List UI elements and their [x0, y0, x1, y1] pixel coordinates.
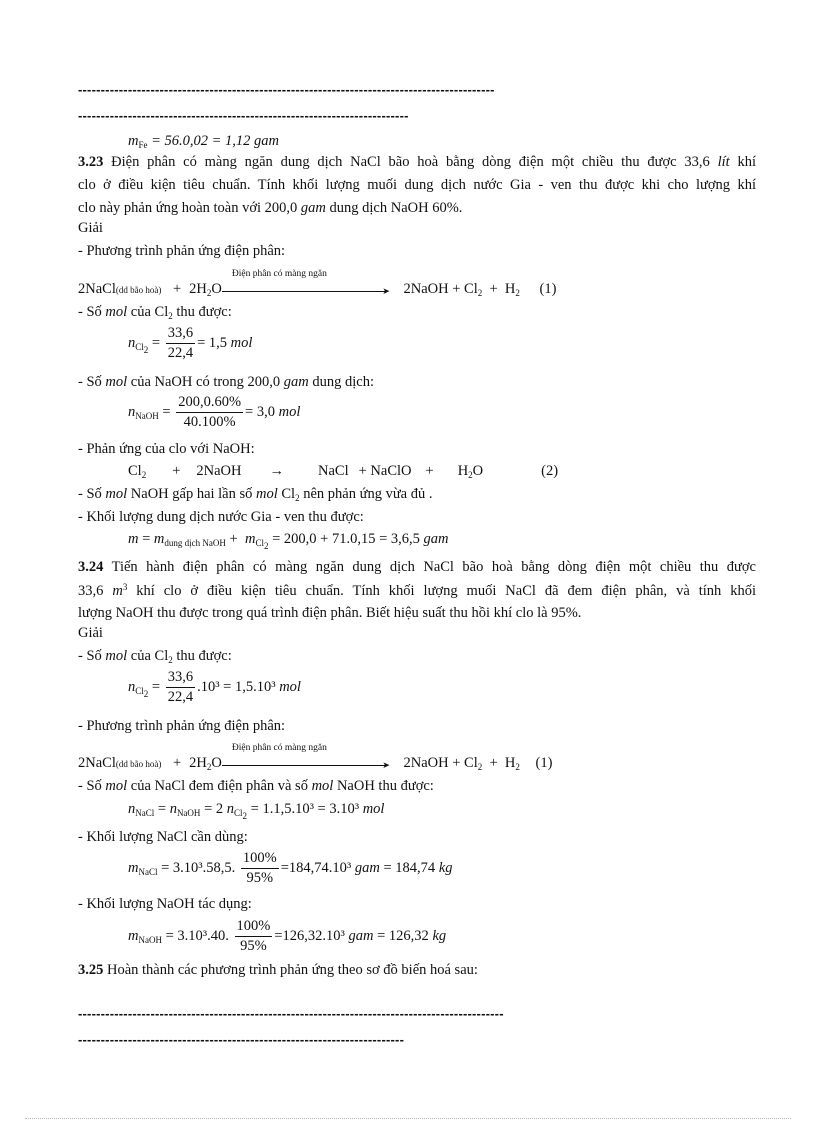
problem-3-23-line3: clo này phản ứng hoàn toàn với 200,0 gam dung dịch NaOH 60%.: [78, 200, 463, 216]
mass-equation: $m = m_{dung dịch NaOH} + m_{Cl_2} = 200,0 + 71.0,15 = 3,6,5$ gam: [128, 531, 449, 551]
step-text: - Phương trình phản ứng điện phân:: [78, 243, 286, 259]
reaction-arrow: Điện phân có màng ngăn ➤: [222, 283, 390, 297]
problem-3-25: 3.25 Hoàn thành các phương trình phản ứng theo sơ đồ biến hoá sau:: [78, 962, 478, 978]
separator-line: ------------------------------------------------------------------------: [78, 1032, 405, 1047]
n-naoh-equation: $n_{NaOH}$ = $\frac{200,0.60\%}{40.100\%}$ = 3,0 mol: [128, 394, 301, 430]
mfe-equation: $m_{Fe} = 56.0,02 = 1,12$ gam: [128, 133, 280, 150]
step-text: - Khối lượng dung dịch nước Gia - ven thu được:: [78, 509, 364, 525]
step-text: - Số mol của $Cl_2$ thu được:: [78, 304, 232, 321]
step-text: - Phương trình phản ứng điện phân:: [78, 718, 286, 734]
problem-3-23-line2: clo ở điều kiện tiêu chuẩn. Tính khối lượng muối dung dịch nước Gia - ven thu được khi cho lượng khí: [78, 177, 756, 193]
solution-heading: Giải: [78, 625, 103, 641]
separator-line: -------------------------------------------------------------------------: [78, 108, 409, 123]
n-nacl-equation: $n_{NaCl} = n_{NaOH} = 2$ $n_{Cl_2} = 1.1,5.10^3 = 3.10^3$ mol: [128, 801, 385, 821]
solution-heading: Giải: [78, 220, 103, 236]
problem-3-24-line1: 3.24 Tiến hành điện phân có màng ngăn dung dịch NaCl bão hoà bằng dòng điện một chiều thu được: [78, 559, 756, 575]
n-cl2-equation: $n_{Cl_2}$ = $\frac{33,6}{22,4}$ = 1,5 mol: [128, 325, 253, 361]
step-text: - Khối lượng NaCl cần dùng:: [78, 829, 248, 845]
step-text: - Số mol của $Cl_2$ thu được:: [78, 648, 232, 665]
electrolysis-equation: 2NaCl(dd bão hoà) + $2H_2O$ Điện phân có màng ngăn ➤ 2NaOH + $Cl_2 + H_2$ (1): [78, 268, 557, 298]
electrolysis-equation: 2NaCl(dd bão hoà) + $2H_2O$ Điện phân có màng ngăn ➤ 2NaOH + $Cl_2 + H_2$ (1): [78, 742, 553, 772]
step-text: - Số mol NaOH gấp hai lần số mol $Cl_2$ nên phản ứng vừa đủ .: [78, 486, 433, 503]
step-text: - Phản ứng của clo với NaOH:: [78, 441, 255, 457]
reaction-arrow: Điện phân có màng ngăn ➤: [222, 757, 390, 771]
separator-line: ----------------------------------------------------------------------------------------------: [78, 1006, 504, 1021]
problem-3-24-line3: lượng NaOH thu được trong quá trình điện phân. Biết hiệu suất thu hồi khí clo là 95%.: [78, 605, 582, 621]
mass-nacl-equation: $m_{NaCl} = 3.10^3.58,5$. $\frac{100\%}{95\%}$ =184,74.10³ gam = 184,74 kg: [128, 850, 453, 886]
step-text: - Khối lượng NaOH tác dụng:: [78, 896, 252, 912]
mass-naoh-equation: $m_{NaOH} = 3.10^3.40$. $\frac{100\%}{95\%}$ =126,32.10³ gam = 126,32 kg: [128, 918, 447, 954]
problem-3-23-line1: 3.23 Điện phân có màng ngăn dung dịch NaCl bão hoà bằng dòng điện một chiều thu được 33,6 lít khí: [78, 154, 757, 170]
separator-line: --------------------------------------------------------------------------------------------: [78, 82, 495, 97]
step-text: - Số mol của NaOH có trong 200,0 gam dung dịch:: [78, 374, 375, 390]
problem-3-24-line2: 33,6 $m^3$ khí clo ở điều kiện tiêu chuẩn. Tính khối lượng muối NaCl đã đem điện phân, và tính khối: [78, 582, 756, 599]
page-bottom-border: [25, 1118, 791, 1119]
reaction-2: $Cl_2$ + 2NaOH → NaCl + NaClO + $H_2O$ (2): [128, 463, 559, 480]
n-cl2-equation: $n_{Cl_2}$ = $\frac{33,6}{22,4}$ .10³ = 1,5.10³ mol: [128, 669, 301, 705]
step-text: - Số mol của NaCl đem điện phân và số mol NaOH thu được:: [78, 778, 434, 794]
